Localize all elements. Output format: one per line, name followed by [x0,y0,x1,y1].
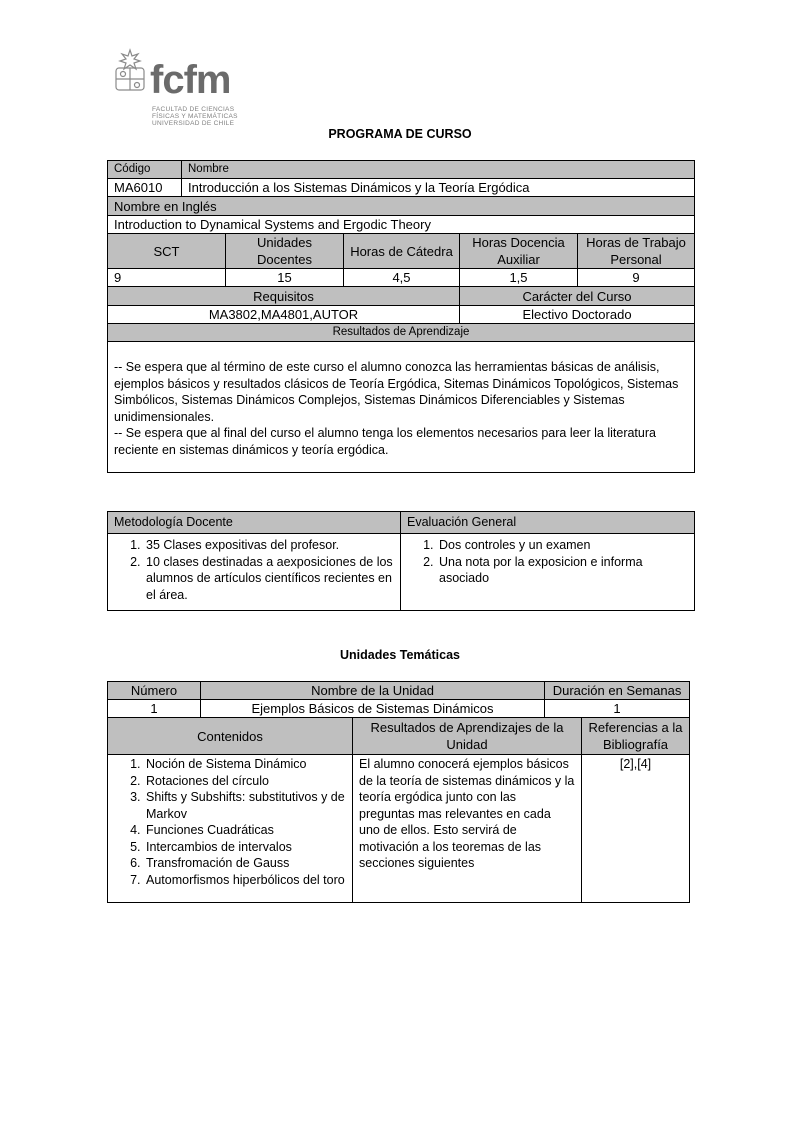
unit-duration: 1 [545,700,690,718]
learning-results-paragraph-1: -- Se espera que al término de este curso el alumno conozca las herramientas básicas de análisis, ejemplos básicos y resultados clásicos de Teoría Ergódica, Sitemas Dinámicos Topológicos, Sistemas Simbólicos, Sistemas Dinámicos Complejos, Sistemas Dinámicos Diferenciables y Sistemas unidimensionales. [114,360,679,424]
auxiliary-hours-value: 1,5 [460,269,578,287]
logo-subtitle-1: FACULTAD DE CIENCIAS [152,106,235,113]
teaching-units-label: Unidades Docentes [226,234,344,269]
personal-hours-value: 9 [578,269,695,287]
course-code: MA6010 [108,179,182,197]
evaluation-cell [401,534,695,611]
course-name: Introducción a los Sistemas Dinámicos y la Teoría Ergódica [182,179,695,197]
contents-cell [108,755,353,903]
university-seal-icon [112,48,148,94]
list-item: 4. Funciones Cuadráticas [144,822,346,839]
sct-value: 9 [108,269,226,287]
list-item: 2. Una nota por la exposicion e informa asociado [437,554,688,587]
learning-results-paragraph-2: -- Se espera que al final del curso el alumno tenga los elementos necesarios para leer la literatura reciente en sistemas dinámicos y teoría ergódica. [114,426,656,457]
course-character-value: Electivo Doctorado [460,306,695,324]
requisites-value: MA3802,MA4801,AUTOR [108,306,460,324]
list-item: 5. Intercambios de intervalos [144,839,346,856]
lecture-hours-label: Horas de Cátedra [344,234,460,269]
list-item: 1. Noción de Sistema Dinámico [144,756,346,773]
list-item: 3. Shifts y Subshifts: substitutivos y de Markov [144,789,346,822]
name-label: Nombre [182,161,695,179]
evaluation-label: Evaluación General [401,512,695,534]
sct-label: SCT [108,234,226,269]
english-name-label: Nombre en Inglés [108,197,695,216]
list-item: 1. 35 Clases expositivas del profesor. [144,537,394,554]
document-title: PROGRAMA DE CURSO [328,127,472,141]
methodology-cell [108,534,401,611]
requisites-label: Requisitos [108,287,460,306]
references-label: Referencias a la Bibliografía [582,718,690,755]
course-character-label: Carácter del Curso [460,287,695,306]
personal-hours-label: Horas de Trabajo Personal [578,234,695,269]
references-value: [2],[4] [582,755,690,903]
methodology-list [114,537,394,603]
list-item: 2. 10 clases destinadas a aexposiciones de los alumnos de artículos científicos recientes en el área. [144,554,394,604]
list-item: 2. Rotaciones del círculo [144,773,346,790]
teaching-units-value: 15 [226,269,344,287]
unit-number: 1 [108,700,201,718]
code-label: Código [108,161,182,179]
auxiliary-hours-label: Horas Docencia Auxiliar [460,234,578,269]
course-info-table [107,160,695,473]
methodology-label: Metodología Docente [108,512,401,534]
list-item: 6. Transfromación de Gauss [144,855,346,872]
logo-wordmark: fcfm [150,58,231,102]
unit-results-label: Resultados de Aprendizajes de la Unidad [353,718,582,755]
logo-subtitle-3: UNIVERSIDAD DE CHILE [152,120,235,127]
contents-list [114,756,346,888]
university-logo [112,46,242,128]
methodology-table [107,511,695,611]
learning-results-label: Resultados de Aprendizaje [108,324,695,342]
evaluation-list [407,537,688,587]
units-title: Unidades Temáticas [340,648,460,662]
lecture-hours-value: 4,5 [344,269,460,287]
units-table [107,681,690,903]
learning-results-cell [108,342,695,473]
unit-number-label: Número [108,682,201,700]
unit-name: Ejemplos Básicos de Sistemas Dinámicos [201,700,545,718]
list-item: 7. Automorfismos hiperbólicos del toro [144,872,346,889]
unit-duration-label: Duración en Semanas [545,682,690,700]
contents-label: Contenidos [108,718,353,755]
logo-subtitle-2: FÍSICAS Y MATEMÁTICAS [152,113,238,120]
list-item: 1. Dos controles y un examen [437,537,688,554]
english-name: Introduction to Dynamical Systems and Ergodic Theory [108,216,695,234]
unit-results-text: El alumno conocerá ejemplos básicos de la teoría de sistemas dinámicos y la teoría ergódica junto con las preguntas mas relevantes en cada uno de ellos. Esto servirá de motivación a los teoremas de las secciones siguientes [353,755,582,903]
unit-name-label: Nombre de la Unidad [201,682,545,700]
